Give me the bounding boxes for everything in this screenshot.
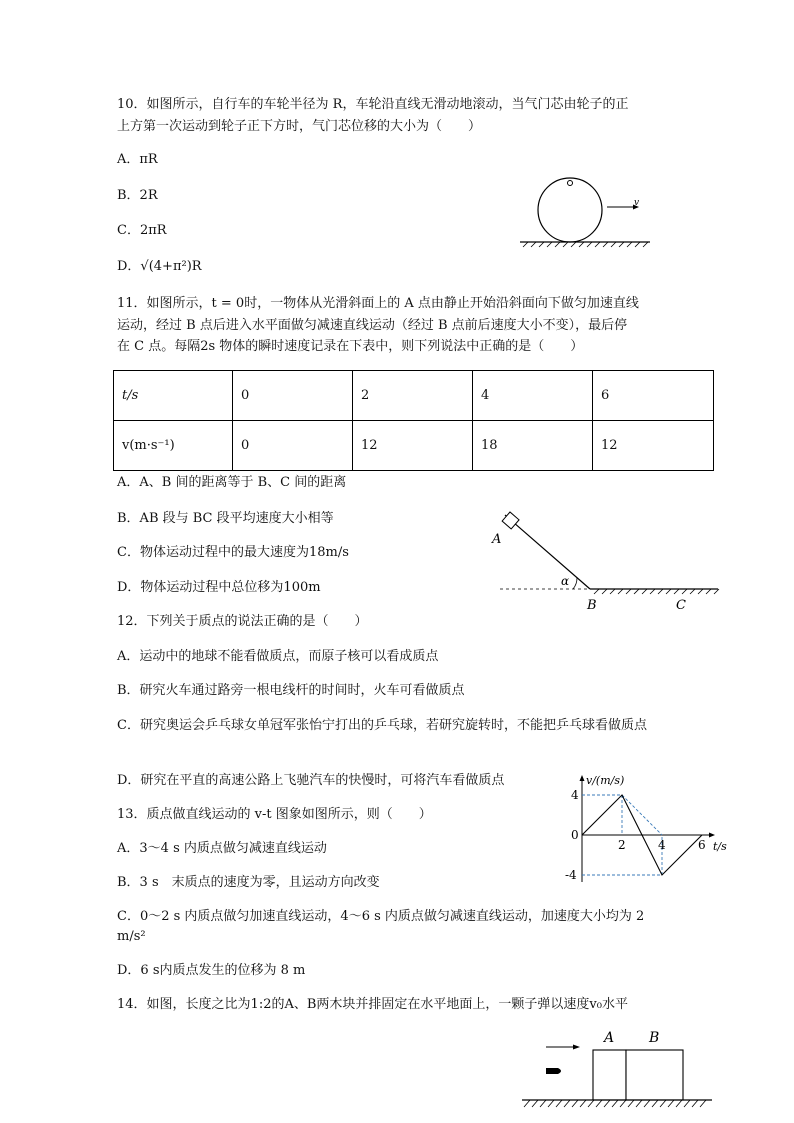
- table-cell: 6: [593, 371, 714, 421]
- y-axis-arrowhead: [580, 775, 585, 781]
- block-on-incline: [502, 512, 519, 529]
- q11-option-c: C．物体运动过程中的最大速度为18m/s: [117, 545, 349, 560]
- label-b: B: [587, 598, 597, 613]
- q13-option-c: C．0～2 s 内质点做匀加速直线运动，4～6 s 内质点做匀减速直线运动，加速度大小均为 2 m/s²: [117, 909, 645, 944]
- ground-hatch: [523, 242, 648, 247]
- q11-option-d: D．物体运动过程中总位移为100m: [117, 580, 321, 595]
- guide-line-diagonal: [622, 795, 662, 835]
- q11-stem-line3: 在 C 点。每隔2s 物体的瞬时速度记录在下表中，则下列说法中正确的是（ ）: [117, 339, 584, 354]
- table-cell: 12: [593, 421, 714, 471]
- x-axis-arrowhead: [709, 833, 715, 838]
- q11-stem-line1: 11．如图所示，t = 0时，一物体从光滑斜面上的 A 点由静止开始沿斜面向下做匀加速直线: [117, 296, 639, 311]
- q12-option-d: D．研究在平直的高速公路上飞驰汽车的快慢时，可将汽车看做质点: [117, 773, 505, 788]
- x-axis-label: t/s: [713, 840, 727, 853]
- y-tick-label: -4: [565, 868, 577, 882]
- q11-velocity-table: [113, 370, 714, 471]
- table-cell: 18: [473, 421, 593, 471]
- block-a: [593, 1050, 626, 1100]
- table-row-velocity: [114, 421, 714, 471]
- q10-wheel-figure: [515, 175, 655, 250]
- q12-stem: 12．下列关于质点的说法正确的是（ ）: [117, 614, 368, 629]
- q14-stem: 14．如图，长度之比为1:2的A、B两木块并排固定在水平地面上，一颗子弹以速度v₀水平: [117, 997, 628, 1012]
- q11-incline-figure: [490, 505, 725, 615]
- table-cell: 4: [473, 371, 593, 421]
- q10-option-a: A．πR: [117, 152, 158, 167]
- q10-option-d: D．√(4+π²)R: [117, 259, 202, 274]
- q13-option-b: B．3 s 末质点的速度为零，且运动方向改变: [117, 875, 380, 890]
- table-cell: t/s: [114, 371, 233, 421]
- ground-hatch: [594, 589, 719, 594]
- q10-option-c: C．2πR: [117, 223, 167, 238]
- table-cell: 0: [233, 371, 353, 421]
- velocity-label: v: [634, 198, 640, 208]
- y-tick-label: 0: [571, 828, 579, 842]
- label-block-a: A: [604, 1030, 615, 1046]
- bullet-shape: [546, 1068, 561, 1074]
- q11-option-a: A．A、B 间的距离等于 B、C 间的距离: [117, 475, 347, 490]
- q12-option-a: A．运动中的地球不能看做质点，而原子核可以看成质点: [117, 649, 439, 664]
- y-axis-label: v/(m/s): [586, 774, 625, 787]
- table-row-time: [114, 371, 714, 421]
- q10-option-b: B．2R: [117, 188, 158, 203]
- x-tick-label: 4: [658, 838, 666, 852]
- label-c: C: [676, 598, 686, 613]
- y-tick-label: 4: [571, 788, 579, 802]
- q11-stem-line2: 运动，经过 B 点后进入水平面做匀减速直线运动（经过 B 点前后速度大小不变），最后停: [117, 318, 628, 333]
- velocity-arrowhead: [573, 1045, 580, 1050]
- block-b: [626, 1050, 683, 1100]
- q12-option-c: C．研究奥运会乒乓球女单冠军张怡宁打出的乒乓球，若研究旋转时，不能把乒乓球看做质点: [117, 718, 647, 733]
- q13-option-d: D．6 s内质点发生的位移为 8 m: [117, 963, 306, 978]
- table-cell: 2: [353, 371, 473, 421]
- valve-core-dot: [568, 181, 573, 186]
- incline-line: [505, 515, 590, 589]
- q14-blocks-figure: [518, 1025, 718, 1115]
- table-cell: 12: [353, 421, 473, 471]
- table-cell: v(m·s⁻¹): [114, 421, 233, 471]
- q10-stem-line1: 10．如图所示，自行车的车轮半径为 R，车轮沿直线无滑动地滚动，当气门芯由轮子的正: [117, 97, 629, 112]
- label-block-b: B: [649, 1030, 660, 1046]
- wheel-circle: [538, 178, 602, 242]
- label-a: A: [492, 532, 502, 547]
- x-tick-label: 6: [698, 838, 706, 852]
- q12-option-b: B．研究火车通过路旁一根电线杆的时间时，火车可看做质点: [117, 683, 465, 698]
- q11-option-b: B．AB 段与 BC 段平均速度大小相等: [117, 511, 334, 526]
- q13-stem: 13．质点做直线运动的 v-t 图象如图所示，则（ ）: [117, 807, 432, 822]
- x-tick-label: 2: [618, 838, 626, 852]
- table-cell: 0: [233, 421, 353, 471]
- ground-hatch: [524, 1100, 706, 1107]
- q13-vt-chart: [555, 770, 735, 885]
- q13-option-a: A．3～4 s 内质点做匀减速直线运动: [117, 841, 327, 856]
- label-alpha: α: [561, 574, 570, 588]
- q10-stem-line2: 上方第一次运动到轮子正下方时，气门芯位移的大小为（ ）: [117, 119, 482, 134]
- angle-arc: [573, 578, 577, 589]
